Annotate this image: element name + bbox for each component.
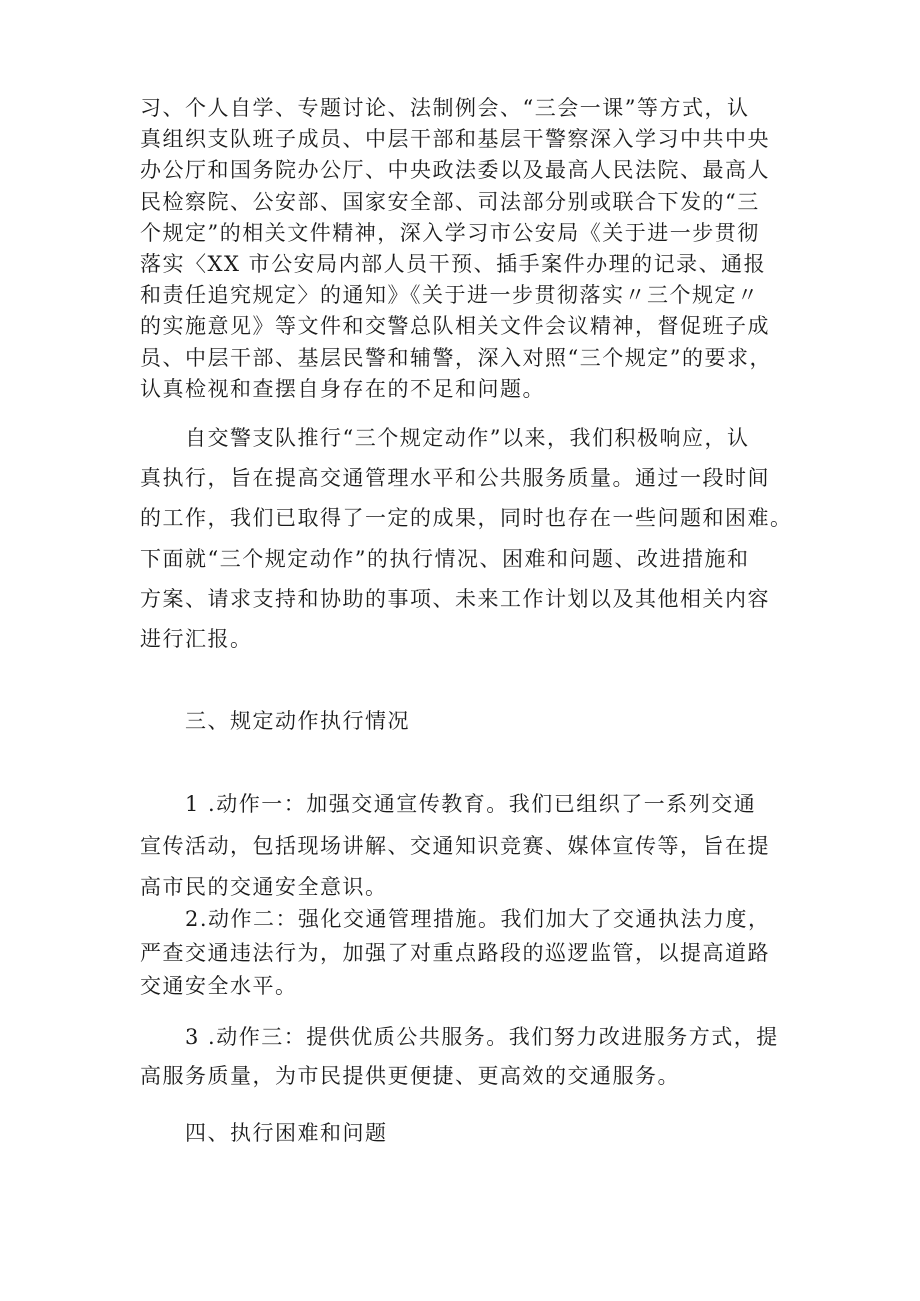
overview-paragraph [140,418,793,659]
text-line: 进行汇报。 [140,627,253,652]
text-line: 严查交通违法行为，加强了对重点路段的巡逻监管，以提高道路 [140,940,770,965]
heading-text: 四、执行困难和问题 [140,1121,388,1145]
text-line: 的工作，我们已取得了一定的成果，同时也存在一些问题和困难。 [140,506,793,531]
text-line: 3 .动作三：提供优质公共服务。我们努力改进服务方式，提 [140,1025,779,1049]
text-line: 认真检视和查摆自身存在的不足和问题。 [140,376,545,401]
heading-text: 三、规定动作执行情况 [140,709,410,733]
text-line: 方案、请求支持和协助的事项、未来工作计划以及其他相关内容 [140,586,770,611]
text-line: 下面就“三个规定动作”的执行情况、困难和问题、改进措施和 [140,546,750,571]
text-line: 交通安全水平。 [140,974,298,999]
text-line: 办公厅和国务院办公厅、中央政法委以及最高人民法院、最高人 [140,158,770,183]
text-line: 高市民的交通安全意识。 [140,875,388,899]
text-line: 真执行，旨在提高交通管理水平和公共服务质量。通过一段时间 [140,466,770,491]
text-line: 宣传活动，包括现场讲解、交通知识竞赛、媒体宣传等，旨在提 [140,833,770,858]
action-one-paragraph [140,784,790,909]
text-line: 2.动作二：强化交通管理措施。我们加大了交通执法力度， [140,907,771,931]
text-line: 高服务质量，为市民提供更便捷、更高效的交通服务。 [140,1064,680,1089]
text-line: 自交警支队推行“三个规定动作”以来，我们积极响应，认 [140,426,750,450]
intro-paragraph [140,93,790,405]
section-heading-3 [140,701,790,741]
text-line: 个规定”的相关文件精神，深入学习市公安局《关于进一步贯彻 [140,220,760,245]
text-line: 民检察院、公安部、国家安全部、司法部分别或联合下发的“三 [140,189,760,214]
text-line: 员、中层干部、基层民警和辅警，深入对照“三个规定”的要求， [140,345,772,370]
text-line: 的实施意见》等文件和交警总队相关文件会议精神，督促班子成 [140,314,770,339]
text-line: 1 .动作一：加强交通宣传教育。我们已组织了一系列交通 [140,792,757,816]
text-line: 真组织支队班子成员、中层干部和基层干警察深入学习中共中央 [140,127,770,152]
action-two-paragraph [140,903,790,1004]
text-line: 习、个人自学、专题讨论、法制例会、“三会一课”等方式，认 [140,96,750,120]
action-three-paragraph [140,1018,790,1096]
section-heading-4 [140,1113,790,1153]
text-line: 和责任追究规定〉的通知》《关于进一步贯彻落实〃三个规定〃 [140,283,760,308]
text-line: 落实〈XX 市公安局内部人员干预、插手案件办理的记录、通报 [140,252,767,277]
